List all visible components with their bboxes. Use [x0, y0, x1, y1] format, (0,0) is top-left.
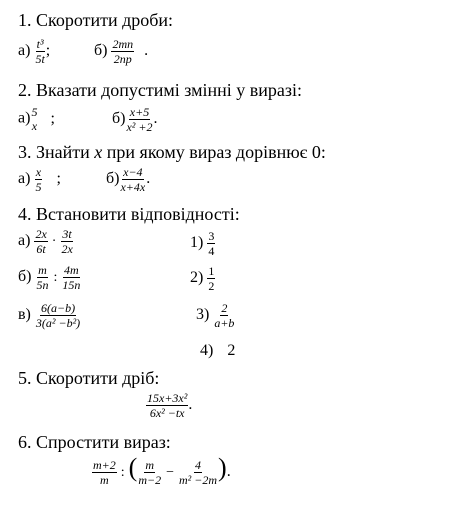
denominator: 3(a² −b²) [35, 316, 81, 330]
task-3b-numerator: x−4 [123, 165, 143, 179]
task-2a-denominator: x [31, 119, 38, 133]
task-4-left-a [18, 228, 74, 255]
numerator: 3 [208, 229, 215, 243]
task-3a-punct: ; [56, 170, 61, 188]
task-4-left-a-operator: · [51, 234, 57, 250]
task-2a-label: а) [18, 109, 31, 127]
task-1a-numerator: t³ [36, 37, 44, 51]
task-2b-punct: . [153, 110, 158, 128]
task-4-left-b [18, 264, 81, 291]
numerator: 6(a−b) [40, 301, 76, 315]
task-2b [112, 106, 158, 133]
numerator: 1 [208, 264, 215, 278]
task-4-right-1-fraction [207, 230, 215, 257]
task-5-expression [146, 392, 192, 419]
task-3b-fraction [119, 166, 146, 193]
task-4-left-a-fraction-1 [34, 228, 47, 255]
task-4-left-c-fraction [35, 302, 81, 329]
task-1b [94, 38, 148, 65]
numerator: m [38, 263, 47, 277]
task-3b [106, 166, 150, 193]
task-3-title [18, 142, 326, 162]
task-4-right-3-fraction [213, 302, 235, 329]
denominator: 2x [61, 242, 73, 256]
denominator: 15n [62, 278, 81, 292]
denominator: a+b [214, 316, 235, 330]
task-4-left-c-label: в) [18, 306, 31, 324]
task-6-minus: − [166, 465, 174, 480]
denominator: 5n [36, 278, 49, 292]
task-4-left-b-label: б) [18, 268, 32, 286]
denominator: m² −2m [179, 472, 218, 487]
denominator: 2 [208, 279, 215, 293]
task-2b-label: б) [112, 110, 126, 128]
numerator: 15x+3x² [147, 391, 188, 405]
task-1a-denominator: 5t [35, 52, 45, 66]
task-6-fraction-2 [137, 459, 162, 486]
denominator: 6t [36, 242, 46, 256]
task-2a-numerator: 5 [31, 105, 38, 119]
task-3-title-post: при якому вираз дорівнює 0: [102, 142, 326, 162]
task-3a-label: а) [18, 170, 31, 188]
task-4-right-4-label: 4) [200, 342, 214, 359]
task-3b-denominator: x+4x [120, 180, 146, 194]
task-4-title: 4. Встановити відповідності: [18, 204, 240, 224]
task-5-fraction [146, 392, 188, 419]
numerator: 3t [62, 227, 72, 241]
task-5-punct: . [188, 396, 193, 414]
task-4-left-a-label: а) [18, 232, 31, 250]
task-1a [18, 38, 50, 65]
numerator: m [145, 457, 155, 472]
task-4-left-b-operator: : [53, 270, 58, 286]
task-6-right-paren: ) [218, 453, 227, 482]
task-3a-denominator: 5 [35, 180, 42, 194]
task-6-fraction-3 [178, 459, 218, 486]
task-3b-punct: . [146, 170, 151, 188]
numerator: 4m [64, 263, 79, 277]
task-6-punct: . [226, 463, 231, 480]
task-2-title: 2. Вказати допустимі змінні у виразі: [18, 80, 303, 100]
task-6-title: 6. Спростити вираз: [18, 432, 171, 452]
numerator: 4 [195, 457, 202, 472]
numerator: 2x [35, 227, 47, 241]
task-6-left-paren: ( [128, 453, 138, 482]
task-3a-fraction [34, 166, 42, 193]
task-2a [18, 106, 55, 132]
denominator: 4 [208, 244, 215, 258]
task-4-right-2 [190, 265, 215, 292]
denominator: m−2 [138, 472, 162, 487]
task-1a-fraction [34, 38, 45, 65]
task-1b-numerator: 2mn [112, 37, 134, 51]
task-4-right-1 [190, 230, 215, 257]
task-4-left-b-fraction-1 [35, 264, 49, 291]
task-2b-fraction [125, 106, 153, 133]
task-3-title-pre: 3. Знайти [18, 142, 95, 162]
task-4-right-3 [196, 302, 235, 329]
task-3b-label: б) [106, 170, 120, 188]
task-4-left-b-fraction-2 [61, 264, 81, 291]
task-4-right-2-fraction [207, 265, 215, 292]
denominator: m [100, 472, 109, 487]
task-3-title-var: x [94, 142, 103, 162]
task-4-right-1-label: 1) [190, 234, 204, 252]
task-1b-label: б) [94, 42, 108, 60]
task-4-left-c [18, 302, 81, 329]
task-6-fraction-1 [92, 459, 117, 486]
task-2a-fraction [30, 106, 38, 132]
task-1a-label: а) [18, 42, 31, 60]
task-4-left-a-fraction-2 [60, 228, 73, 255]
denominator: 6x² −tx [149, 406, 185, 420]
task-1b-punct: . [144, 42, 149, 60]
task-2b-denominator: x² +2 [126, 120, 153, 134]
task-4-right-4 [200, 342, 235, 360]
task-5-title: 5. Скоротити дріб: [18, 368, 160, 388]
task-4-right-4-value: 2 [227, 342, 236, 359]
task-6-expression [92, 455, 231, 486]
task-2a-punct: ; [50, 109, 55, 127]
task-1-title: 1. Скоротити дроби: [18, 10, 174, 30]
numerator: 2 [221, 301, 228, 315]
task-4-right-3-label: 3) [196, 306, 210, 324]
task-6-colon: : [120, 465, 125, 480]
task-1a-punct: ; [45, 42, 51, 60]
task-1b-fraction [111, 38, 134, 65]
task-3a [18, 166, 61, 193]
task-4-right-2-label: 2) [190, 269, 204, 287]
task-1b-denominator: 2np [113, 52, 132, 66]
numerator: m+2 [93, 457, 116, 472]
task-2b-numerator: x+5 [129, 105, 150, 119]
task-3a-numerator: x [35, 165, 42, 179]
